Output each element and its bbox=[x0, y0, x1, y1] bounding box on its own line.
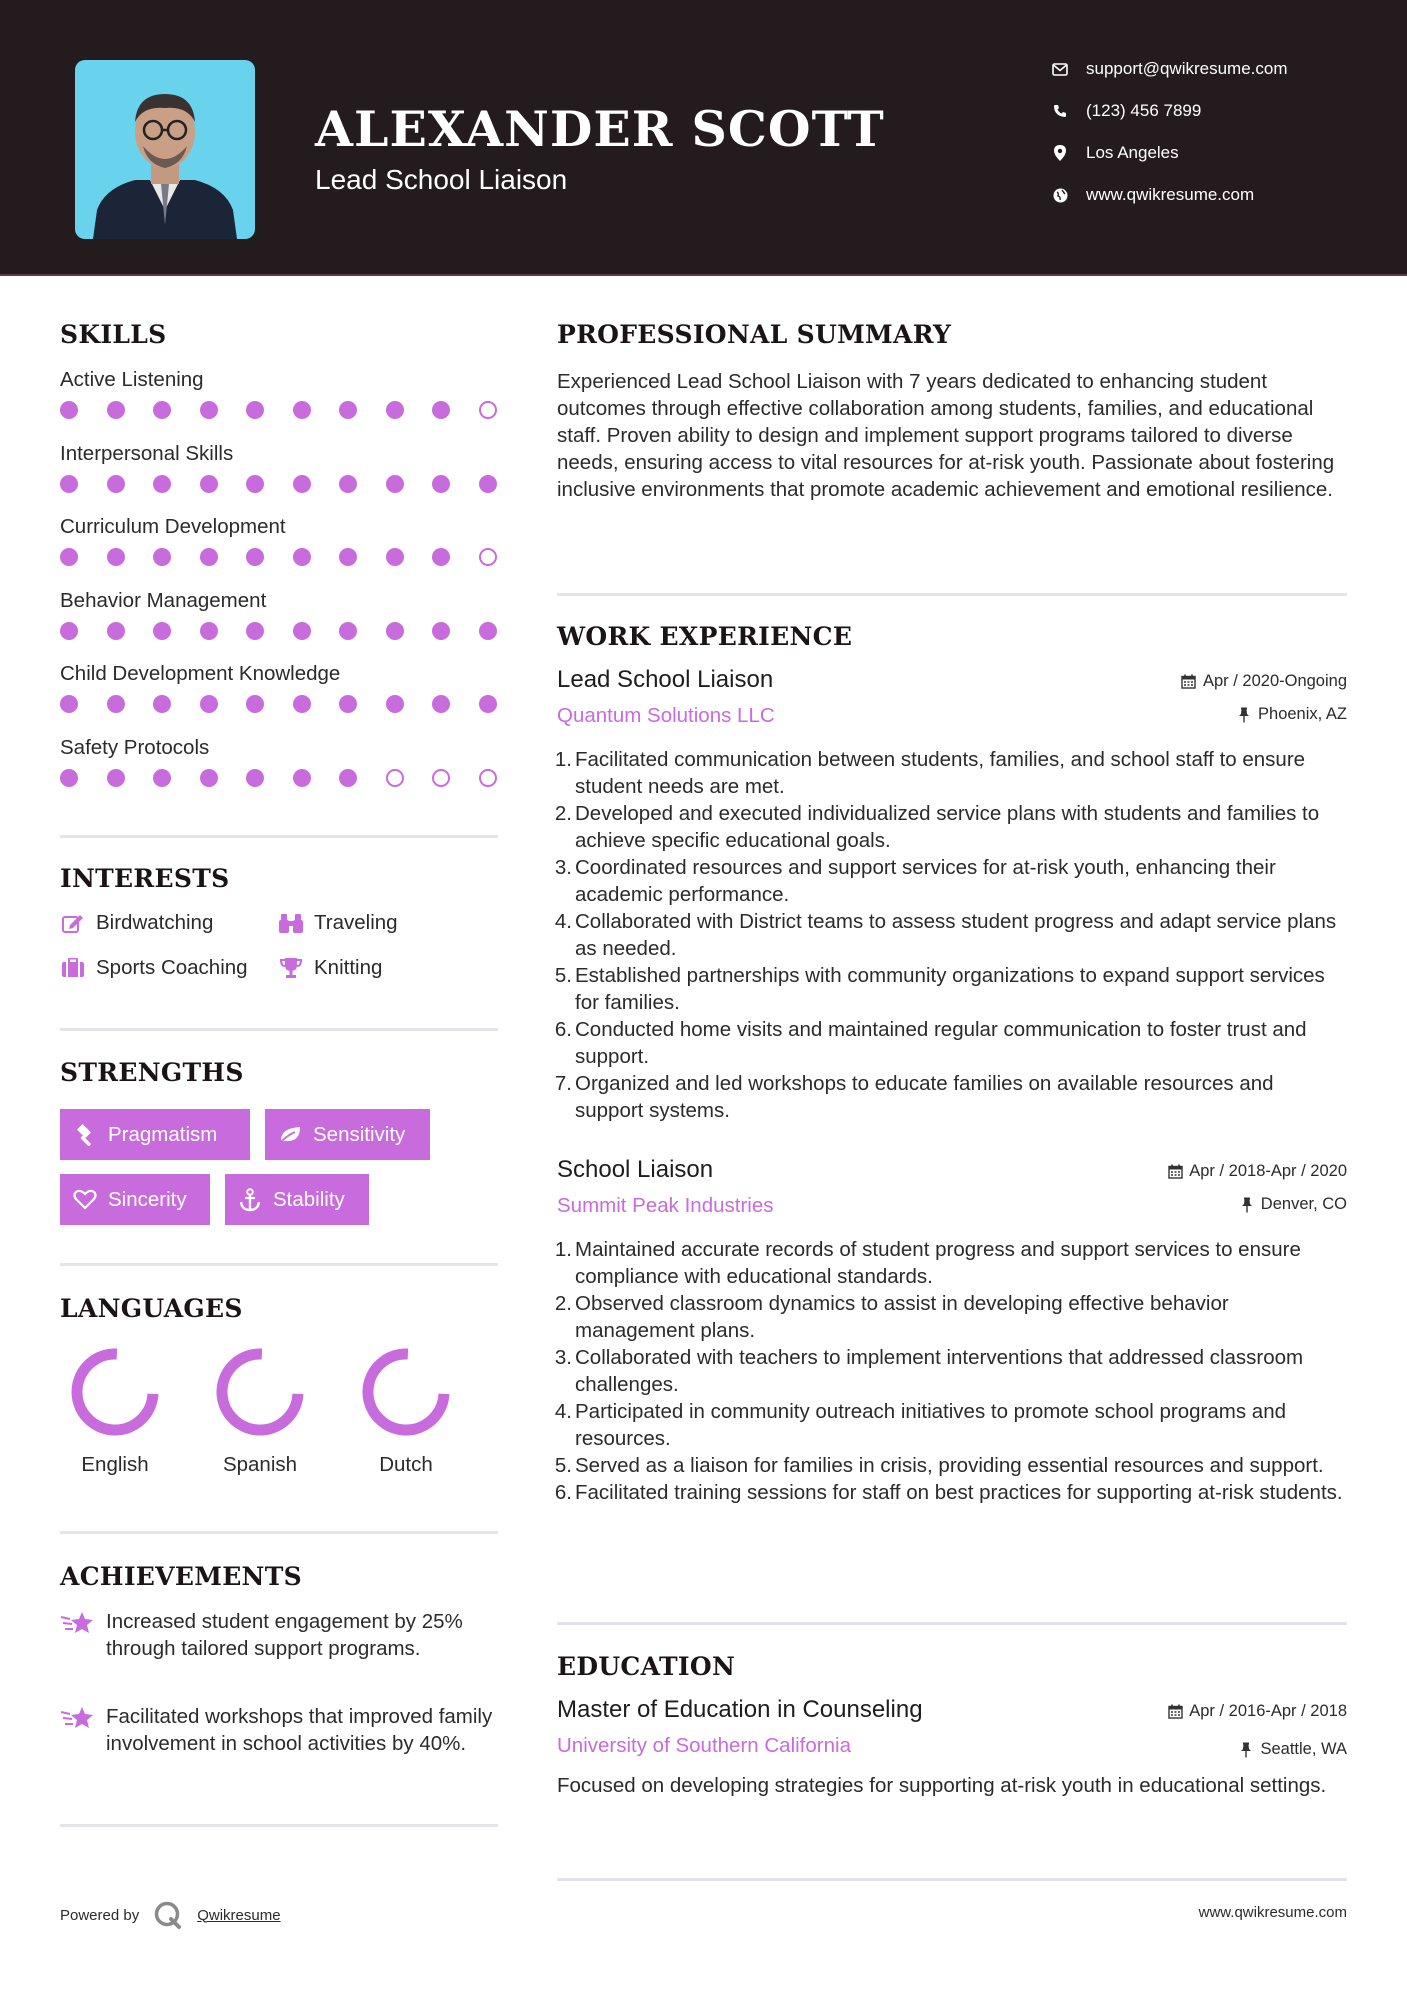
skill-item bbox=[60, 442, 498, 516]
duty-text: Served as a liaison for families in crisis, providing essential resources and support. bbox=[575, 1454, 1324, 1477]
rating-dot-filled bbox=[153, 401, 171, 419]
rating-dot-filled bbox=[60, 695, 78, 713]
binoculars-icon bbox=[278, 910, 304, 936]
language-level-arc bbox=[368, 1354, 444, 1430]
rating-dot-filled bbox=[200, 401, 218, 419]
rating-dot-filled bbox=[246, 548, 264, 566]
gavel-icon bbox=[72, 1122, 98, 1148]
duty-number: 3. bbox=[554, 1346, 572, 1369]
section-divider bbox=[60, 1531, 498, 1534]
rating-dot-empty bbox=[386, 769, 404, 787]
language-item bbox=[60, 1345, 170, 1476]
strength-label: Sincerity bbox=[108, 1187, 187, 1211]
contact-location bbox=[1050, 140, 1390, 166]
languages-title: LANGUAGES bbox=[60, 1294, 243, 1323]
rating-dot-filled bbox=[246, 475, 264, 493]
phone-icon bbox=[1050, 101, 1070, 121]
section-divider bbox=[557, 1878, 1347, 1881]
achievement-text: Increased student engagement by 25% through tailored support programs. bbox=[106, 1610, 463, 1660]
skill-rating bbox=[60, 615, 498, 663]
interest-label: Birdwatching bbox=[96, 911, 214, 934]
duty-number: 2. bbox=[554, 802, 572, 825]
duty-number: 7. bbox=[554, 1072, 572, 1095]
duty-number: 5. bbox=[554, 964, 572, 987]
duty-number: 1. bbox=[554, 1238, 572, 1261]
duty-item bbox=[554, 1236, 1347, 1290]
duty-text: Coordinated resources and support services for at-risk youth, enhancing their academic performance. bbox=[575, 856, 1276, 906]
rating-dot-filled bbox=[107, 769, 125, 787]
duty-item bbox=[554, 1344, 1347, 1398]
qwikresume-link[interactable]: Qwikresume bbox=[197, 1906, 281, 1924]
calendar-icon bbox=[1167, 1164, 1183, 1180]
rating-dot-empty bbox=[479, 401, 497, 419]
duty-number: 4. bbox=[554, 910, 572, 933]
language-label: English bbox=[81, 1453, 149, 1476]
rating-dot-filled bbox=[107, 401, 125, 419]
skill-rating bbox=[60, 762, 498, 810]
skill-item bbox=[60, 515, 498, 589]
language-label: Spanish bbox=[222, 1453, 298, 1476]
interest-label: Traveling bbox=[314, 911, 398, 934]
profile-photo bbox=[75, 60, 255, 239]
strength-label: Pragmatism bbox=[108, 1122, 218, 1146]
rating-dot-filled bbox=[432, 475, 450, 493]
rating-dot-filled bbox=[432, 695, 450, 713]
education-location bbox=[1238, 1740, 1347, 1759]
skill-name: Safety Protocols bbox=[60, 735, 210, 759]
education-location-text: Seattle, WA bbox=[1260, 1740, 1347, 1758]
skill-name: Behavior Management bbox=[60, 588, 267, 612]
duty-number: 4. bbox=[554, 1400, 572, 1423]
section-divider bbox=[557, 593, 1347, 596]
skill-name: Active Listening bbox=[60, 368, 204, 391]
envelope-icon bbox=[1050, 59, 1070, 79]
interest-label: Sports Coaching bbox=[96, 956, 248, 979]
duty-item bbox=[554, 1398, 1347, 1452]
duty-number: 3. bbox=[554, 856, 572, 879]
job-dates-text: Apr / 2018-Apr / 2020 bbox=[1189, 1162, 1347, 1180]
duty-item bbox=[554, 962, 1347, 1016]
skill-name: Curriculum Development bbox=[60, 515, 286, 538]
section-divider bbox=[60, 1824, 498, 1827]
rating-dot-filled bbox=[107, 548, 125, 566]
rating-dot-filled bbox=[153, 695, 171, 713]
rating-dot-filled bbox=[386, 695, 404, 713]
language-level-ring bbox=[60, 1345, 170, 1445]
globe-icon bbox=[1050, 185, 1070, 205]
duty-text: Observed classroom dynamics to assist in developing effective behavior management plans. bbox=[575, 1292, 1229, 1342]
rating-dot-filled bbox=[60, 622, 78, 640]
rating-dot-filled bbox=[200, 769, 218, 787]
rating-dot-filled bbox=[479, 695, 497, 713]
duty-text: Established partnerships with community organizations to expand support services for families. bbox=[575, 964, 1325, 1014]
skill-item bbox=[60, 368, 498, 442]
rating-dot-filled bbox=[153, 769, 171, 787]
pin-icon bbox=[1236, 707, 1252, 723]
achievements-title: ACHIEVEMENTS bbox=[60, 1562, 302, 1591]
rating-dot-filled bbox=[246, 622, 264, 640]
rating-dot-empty bbox=[479, 769, 497, 787]
rating-dot-empty bbox=[479, 548, 497, 566]
duty-number: 5. bbox=[554, 1454, 572, 1477]
shooting-star-icon bbox=[60, 1703, 96, 1733]
achievement-text: Facilitated workshops that improved family involvement in school activities by 40%. bbox=[106, 1705, 493, 1755]
rating-dot-filled bbox=[386, 548, 404, 566]
map-marker-icon bbox=[1050, 143, 1070, 163]
rating-dot-filled bbox=[339, 401, 357, 419]
rating-dot-filled bbox=[339, 769, 357, 787]
section-divider bbox=[60, 1263, 498, 1266]
rating-dot-filled bbox=[339, 695, 357, 713]
suitcase-icon bbox=[60, 955, 86, 981]
experience-title: WORK EXPERIENCE bbox=[557, 622, 853, 651]
duty-text: Conducted home visits and maintained regular communication to foster trust and support. bbox=[575, 1018, 1307, 1068]
skill-item bbox=[60, 662, 498, 736]
duty-text: Organized and led workshops to educate families on available resources and support systems. bbox=[575, 1072, 1274, 1122]
rating-dot-filled bbox=[432, 548, 450, 566]
language-label: Dutch bbox=[379, 1453, 433, 1476]
rating-dot-filled bbox=[339, 548, 357, 566]
strength-badge bbox=[60, 1174, 210, 1225]
duty-item bbox=[554, 800, 1347, 854]
degree-title: Master of Education in Counseling bbox=[557, 1696, 923, 1723]
rating-dot-filled bbox=[60, 769, 78, 787]
education-title: EDUCATION bbox=[557, 1652, 736, 1681]
strengths-title: STRENGTHS bbox=[60, 1058, 244, 1087]
duty-item bbox=[554, 1290, 1347, 1344]
interest-label: Knitting bbox=[314, 956, 383, 979]
summary-text: Experienced Lead School Liaison with 7 years dedicated to enhancing student outcomes through effective collaboration among students, families, and educational staff. Proven ability to design and implement support programs tailored to diverse needs, ensuring access to vital resources for at-risk youth. Passionate about fostering inclusive environments that promote academic achievement and emotional resilience. bbox=[557, 370, 1335, 501]
rating-dot-filled bbox=[432, 622, 450, 640]
section-divider bbox=[60, 1028, 498, 1031]
contact-location-text: Los Angeles bbox=[1086, 143, 1179, 162]
rating-dot-filled bbox=[246, 769, 264, 787]
job-dates bbox=[1181, 672, 1347, 691]
duty-text: Facilitated communication between students, families, and school staff to ensure student needs are met. bbox=[575, 748, 1306, 798]
job-location-text: Denver, CO bbox=[1260, 1195, 1347, 1213]
job-dates bbox=[1167, 1162, 1347, 1181]
rating-dot-filled bbox=[293, 548, 311, 566]
resume-header bbox=[0, 0, 1407, 276]
duty-item bbox=[554, 1479, 1347, 1506]
footer-url[interactable]: www.qwikresume.com bbox=[1198, 1904, 1347, 1921]
achievement-item bbox=[60, 1608, 498, 1662]
pencil-square-icon bbox=[60, 910, 86, 936]
duty-text: Collaborated with District teams to assess student progress and adapt service plans as needed. bbox=[575, 910, 1337, 960]
skill-name: Child Development Knowledge bbox=[60, 662, 341, 685]
interest-item bbox=[60, 955, 248, 981]
rating-dot-filled bbox=[293, 401, 311, 419]
anchor-icon bbox=[237, 1187, 263, 1213]
duty-item bbox=[554, 746, 1347, 800]
contact-phone[interactable] bbox=[1050, 98, 1390, 124]
rating-dot-filled bbox=[200, 695, 218, 713]
contact-website-text: www.qwikresume.com bbox=[1086, 185, 1255, 204]
duty-number: 6. bbox=[554, 1018, 572, 1041]
candidate-name: ALEXANDER SCOTT bbox=[315, 100, 885, 158]
education-dates bbox=[1167, 1702, 1347, 1721]
skill-item bbox=[60, 736, 498, 810]
company-name: Summit Peak Industries bbox=[557, 1194, 774, 1217]
duty-text: Developed and executed individualized service plans with students and families to achieve specific educational goals. bbox=[575, 802, 1320, 852]
rating-dot-filled bbox=[200, 622, 218, 640]
duty-number: 1. bbox=[554, 748, 572, 771]
job-location bbox=[1239, 1195, 1347, 1214]
duty-item bbox=[554, 1070, 1347, 1124]
contact-phone-text: (123) 456 7899 bbox=[1086, 101, 1202, 120]
strength-label: Sensitivity bbox=[313, 1122, 406, 1146]
rating-dot-filled bbox=[107, 475, 125, 493]
skill-rating bbox=[60, 468, 498, 516]
strength-label: Stability bbox=[273, 1187, 345, 1211]
skill-item bbox=[60, 589, 498, 663]
duty-text: Facilitated training sessions for staff on best practices for supporting at-risk students. bbox=[575, 1481, 1343, 1504]
rating-dot-filled bbox=[293, 695, 311, 713]
rating-dot-filled bbox=[200, 548, 218, 566]
rating-dot-filled bbox=[246, 695, 264, 713]
rating-dot-filled bbox=[153, 475, 171, 493]
rating-dot-filled bbox=[200, 475, 218, 493]
contact-email-text: support@qwikresume.com bbox=[1086, 59, 1288, 78]
education-dates-text: Apr / 2016-Apr / 2018 bbox=[1189, 1702, 1347, 1720]
powered-by-text: Powered by bbox=[60, 1906, 140, 1924]
pin-icon bbox=[1238, 1742, 1254, 1758]
school-name: University of Southern California bbox=[557, 1734, 851, 1757]
summary-title: PROFESSIONAL SUMMARY bbox=[557, 320, 952, 349]
rating-dot-filled bbox=[339, 622, 357, 640]
language-item bbox=[205, 1345, 315, 1476]
rating-dot-filled bbox=[386, 475, 404, 493]
calendar-icon bbox=[1167, 1704, 1183, 1720]
duty-number: 6. bbox=[554, 1481, 572, 1504]
job-duties-list bbox=[554, 1236, 1347, 1506]
rating-dot-filled bbox=[339, 475, 357, 493]
rating-dot-filled bbox=[107, 622, 125, 640]
job-location-text: Phoenix, AZ bbox=[1258, 705, 1347, 723]
job-title: Lead School Liaison bbox=[557, 666, 774, 693]
rating-dot-empty bbox=[432, 769, 450, 787]
strength-badge bbox=[225, 1174, 369, 1225]
language-level-arc bbox=[77, 1354, 153, 1430]
skill-rating bbox=[60, 394, 498, 442]
rating-dot-filled bbox=[479, 475, 497, 493]
duty-text: Collaborated with teachers to implement interventions that addressed classroom challenges. bbox=[575, 1346, 1304, 1396]
rating-dot-filled bbox=[246, 401, 264, 419]
section-divider bbox=[60, 835, 498, 838]
contact-email[interactable] bbox=[1050, 56, 1390, 82]
duty-item bbox=[554, 1016, 1347, 1070]
language-level-ring bbox=[205, 1345, 315, 1445]
duty-text: Maintained accurate records of student progress and support services to ensure compliance with educational standards. bbox=[575, 1238, 1301, 1288]
qwikresume-logo-icon bbox=[153, 1900, 183, 1930]
skill-name: Interpersonal Skills bbox=[60, 441, 234, 465]
rating-dot-filled bbox=[293, 622, 311, 640]
skill-rating bbox=[60, 688, 498, 736]
rating-dot-filled bbox=[153, 548, 171, 566]
rating-dot-filled bbox=[153, 622, 171, 640]
education-description: Focused on developing strategies for supporting at-risk youth in educational settings. bbox=[557, 1774, 1327, 1797]
duty-item bbox=[554, 854, 1347, 908]
section-divider bbox=[557, 1622, 1347, 1625]
candidate-role: Lead School Liaison bbox=[315, 164, 568, 195]
pin-icon bbox=[1239, 1197, 1255, 1213]
rating-dot-filled bbox=[107, 695, 125, 713]
skill-rating bbox=[60, 541, 498, 589]
interest-item bbox=[278, 955, 382, 981]
duty-text: Participated in community outreach initiatives to promote school programs and resources. bbox=[575, 1400, 1287, 1450]
trophy-icon bbox=[278, 955, 304, 981]
skills-title: SKILLS bbox=[60, 320, 167, 349]
rating-dot-filled bbox=[386, 622, 404, 640]
rating-dot-filled bbox=[432, 401, 450, 419]
company-name: Quantum Solutions LLC bbox=[557, 704, 775, 727]
contact-website[interactable] bbox=[1050, 182, 1390, 208]
duty-number: 2. bbox=[554, 1292, 572, 1315]
rating-dot-filled bbox=[60, 548, 78, 566]
language-item bbox=[351, 1345, 461, 1476]
interest-item bbox=[278, 910, 398, 936]
language-level-arc bbox=[222, 1354, 298, 1430]
job-dates-text: Apr / 2020-Ongoing bbox=[1202, 672, 1347, 690]
job-location bbox=[1236, 705, 1347, 724]
rating-dot-filled bbox=[386, 401, 404, 419]
rating-dot-filled bbox=[293, 769, 311, 787]
heart-icon bbox=[72, 1187, 98, 1213]
achievement-item bbox=[60, 1703, 498, 1757]
leaf-icon bbox=[277, 1122, 303, 1148]
interests-title: INTERESTS bbox=[60, 864, 230, 893]
strength-badge bbox=[265, 1109, 430, 1160]
duty-item bbox=[554, 908, 1347, 962]
rating-dot-filled bbox=[479, 622, 497, 640]
strength-badge bbox=[60, 1109, 250, 1160]
interest-item bbox=[60, 910, 213, 936]
footer-powered-by bbox=[60, 1900, 281, 1930]
rating-dot-filled bbox=[60, 401, 78, 419]
job-title: School Liaison bbox=[557, 1156, 714, 1183]
duty-item bbox=[554, 1452, 1347, 1479]
job-duties-list bbox=[554, 746, 1347, 1124]
calendar-icon bbox=[1181, 674, 1197, 690]
rating-dot-filled bbox=[60, 475, 78, 493]
shooting-star-icon bbox=[60, 1608, 96, 1638]
language-level-ring bbox=[351, 1345, 461, 1445]
rating-dot-filled bbox=[293, 475, 311, 493]
